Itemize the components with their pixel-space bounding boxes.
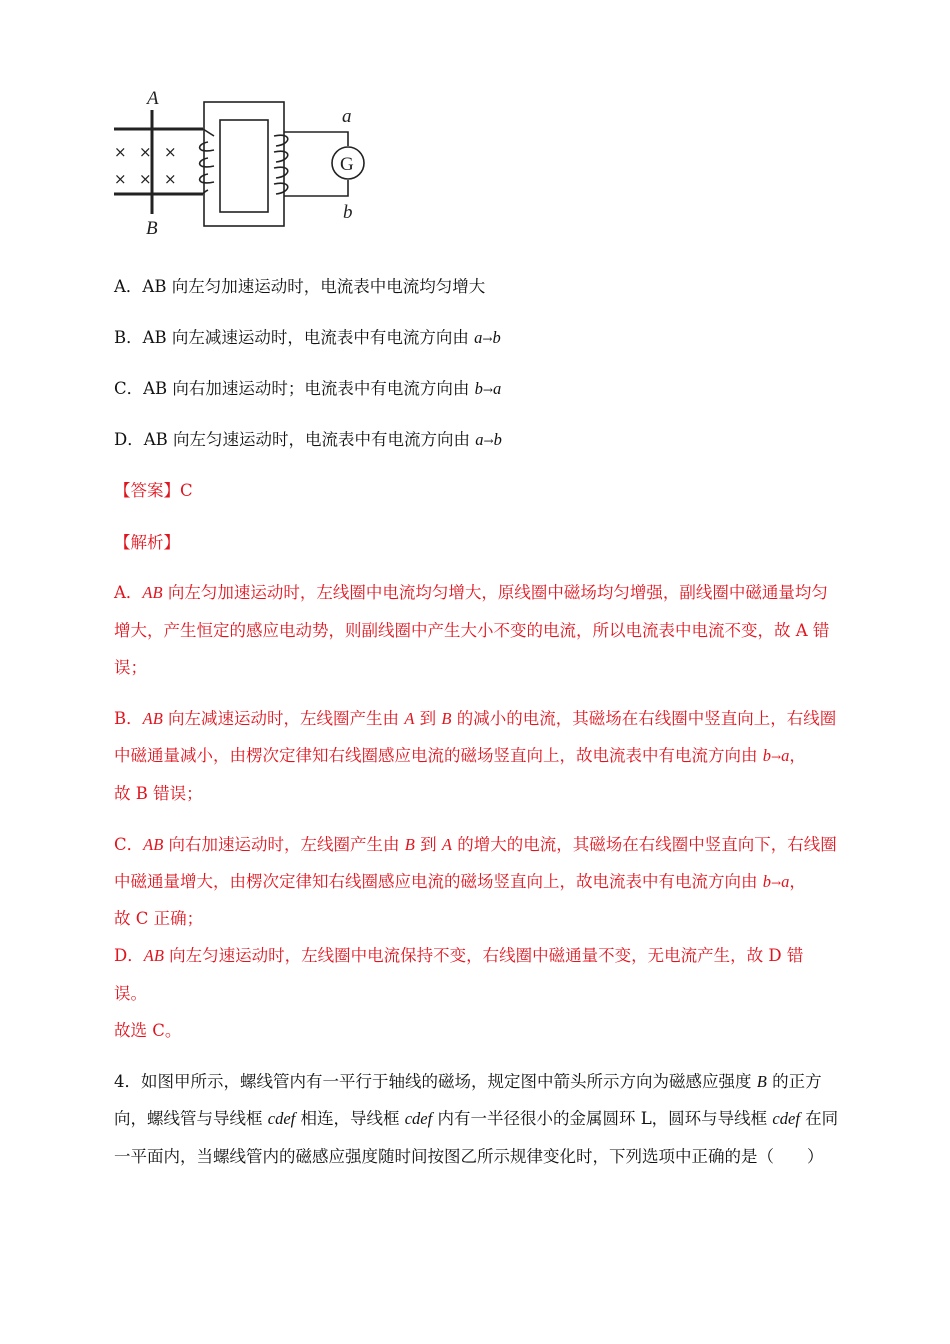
option-d-text: D．AB 向左匀速运动时，电流表中有电流方向由 <box>114 430 471 449</box>
var-b-upper: B <box>404 835 415 854</box>
analysis-d-text: 向左匀速运动时，左线圈中电流保持不变，右线圈中磁通量不变，无电流产生，故 D 错 <box>163 946 804 965</box>
analysis-b-to: 到 <box>414 709 442 728</box>
option-d-from: a <box>475 430 484 449</box>
cross-mark: × <box>164 143 177 161</box>
option-b-from: a <box>474 328 483 347</box>
analysis-d-line1 <box>114 945 803 967</box>
var-cdef: cdef <box>267 1109 296 1128</box>
var-a-upper: A <box>441 835 452 854</box>
var-b: b <box>762 746 771 765</box>
label-a: a <box>342 106 352 127</box>
option-b-text: B．AB 向左减速运动时，电流表中有电流方向由 <box>114 328 469 347</box>
label-B: B <box>146 218 158 239</box>
label-A: A <box>147 88 159 109</box>
var-ab: AB <box>143 835 164 854</box>
q4-text: 在同 <box>799 1109 839 1128</box>
option-c-from: b <box>474 379 483 398</box>
analysis-c-text: 向右加速运动时，左线圈产生由 <box>163 835 405 854</box>
var-ab: AB <box>142 709 163 728</box>
analysis-b-text: 向左减速运动时，左线圈产生由 <box>162 709 405 728</box>
wire-to-a <box>284 132 348 146</box>
q4-text: 向，螺线管与导线框 <box>114 1109 268 1128</box>
analysis-conclusion: 故选 C。 <box>114 1021 182 1040</box>
question4-line1 <box>114 1071 822 1093</box>
question4-line3: 一平面内，当螺线管内的磁感应强度随时间按图乙所示规律变化时，下列选项中正确的是（ ） <box>114 1147 824 1166</box>
analysis-c-to: 到 <box>414 835 442 854</box>
var-ab: AB <box>142 583 163 602</box>
arrow-glyph: → <box>482 383 493 397</box>
analysis-b-end: ， <box>789 746 806 765</box>
wire-to-b <box>284 180 348 196</box>
iron-core-inner <box>220 120 268 212</box>
var-a: a <box>781 872 790 891</box>
analysis-b-line2 <box>114 745 806 768</box>
question4-line2 <box>114 1108 838 1130</box>
analysis-label: 【解析】 <box>114 533 180 552</box>
analysis-c-text2: 中磁通量增大，由楞次定律知右线圈感应电流的磁场竖直向上，故电流表中有电流方向由 <box>114 872 763 891</box>
q4-text-end: 的正方 <box>766 1072 822 1091</box>
var-cdef: cdef <box>772 1109 800 1128</box>
cross-mark: × <box>139 170 152 188</box>
cross-mark: × <box>164 170 177 188</box>
option-d-to: b <box>493 430 502 449</box>
galvanometer-label: G <box>340 154 354 175</box>
analysis-b-text2: 中磁通量减小，由楞次定律知右线圈感应电流的磁场竖直向上，故电流表中有电流方向由 <box>114 746 763 765</box>
answer-label: 【答案】 <box>114 481 180 500</box>
cross-mark: × <box>114 170 127 188</box>
analysis-c-text-rest: 的增大的电流，其磁场在右线圈中竖直向下，右线圈 <box>451 835 837 854</box>
option-b <box>114 327 501 350</box>
analysis-d-line2: 误。 <box>114 984 147 1003</box>
option-d <box>114 429 502 452</box>
analysis-c-end: ， <box>789 872 806 891</box>
analysis-a-line2: 增大，产生恒定的感应电动势，则副线圈中产生大小不变的电流，所以电流表中电流不变，故 A 错 <box>114 621 830 640</box>
analysis-a-line1 <box>114 582 828 604</box>
arrow-glyph: → <box>771 876 782 890</box>
option-c-text: C．AB 向右加速运动时；电流表中有电流方向由 <box>114 379 470 398</box>
analysis-a-line3: 误； <box>114 658 147 677</box>
analysis-b-prefix: B． <box>114 709 143 728</box>
option-a <box>114 276 485 298</box>
arrow-glyph: → <box>771 750 782 764</box>
answer-value: C <box>180 481 193 500</box>
analysis-a-prefix: A． <box>114 583 143 602</box>
option-c <box>114 378 501 401</box>
var-b-upper: B <box>441 709 452 728</box>
option-c-to: a <box>492 379 502 398</box>
analysis-d-prefix: D． <box>114 946 144 965</box>
left-coil <box>200 129 214 194</box>
option-b-to: b <box>492 328 501 347</box>
label-b: b <box>343 202 353 223</box>
q4-text: 相连，导线框 <box>295 1109 405 1128</box>
var-b-upper: B <box>756 1072 767 1091</box>
var-a-upper: A <box>404 709 415 728</box>
analysis-c-prefix: C． <box>114 835 144 854</box>
cross-mark: × <box>114 143 127 161</box>
arrow-glyph: → <box>482 332 493 346</box>
var-cdef: cdef <box>404 1109 433 1128</box>
q4-text: 内有一半径很小的金属圆环 L，圆环与导线框 <box>432 1109 773 1128</box>
analysis-c-line2 <box>114 871 806 894</box>
analysis-b-line1 <box>114 708 836 730</box>
option-a-text: A．AB 向左匀加速运动时，电流表中电流均匀增大 <box>114 277 486 296</box>
var-b: b <box>762 872 771 891</box>
analysis-c-line3: 故 C 正确； <box>114 909 204 928</box>
var-a: a <box>781 746 790 765</box>
arrow-glyph: → <box>483 434 494 448</box>
analysis-b-line3: 故 B 错误； <box>114 784 203 803</box>
analysis-a-text: 向左匀加速运动时，左线圈中电流均匀增大，原线圈中磁场均匀增强，副线圈中磁通量均匀 <box>162 583 828 602</box>
transformer-circuit-figure <box>108 84 378 244</box>
q4-text: 4．如图甲所示，螺线管内有一平行于轴线的磁场，规定图中箭头所示方向为磁感应强度 <box>114 1072 757 1091</box>
var-ab: AB <box>143 946 164 965</box>
cross-mark: × <box>139 143 152 161</box>
right-coil <box>274 135 288 194</box>
answer-line <box>114 480 193 502</box>
analysis-c-line1 <box>114 834 837 856</box>
analysis-b-text-rest: 的减小的电流，其磁场在右线圈中竖直向上，右线圈 <box>451 709 837 728</box>
